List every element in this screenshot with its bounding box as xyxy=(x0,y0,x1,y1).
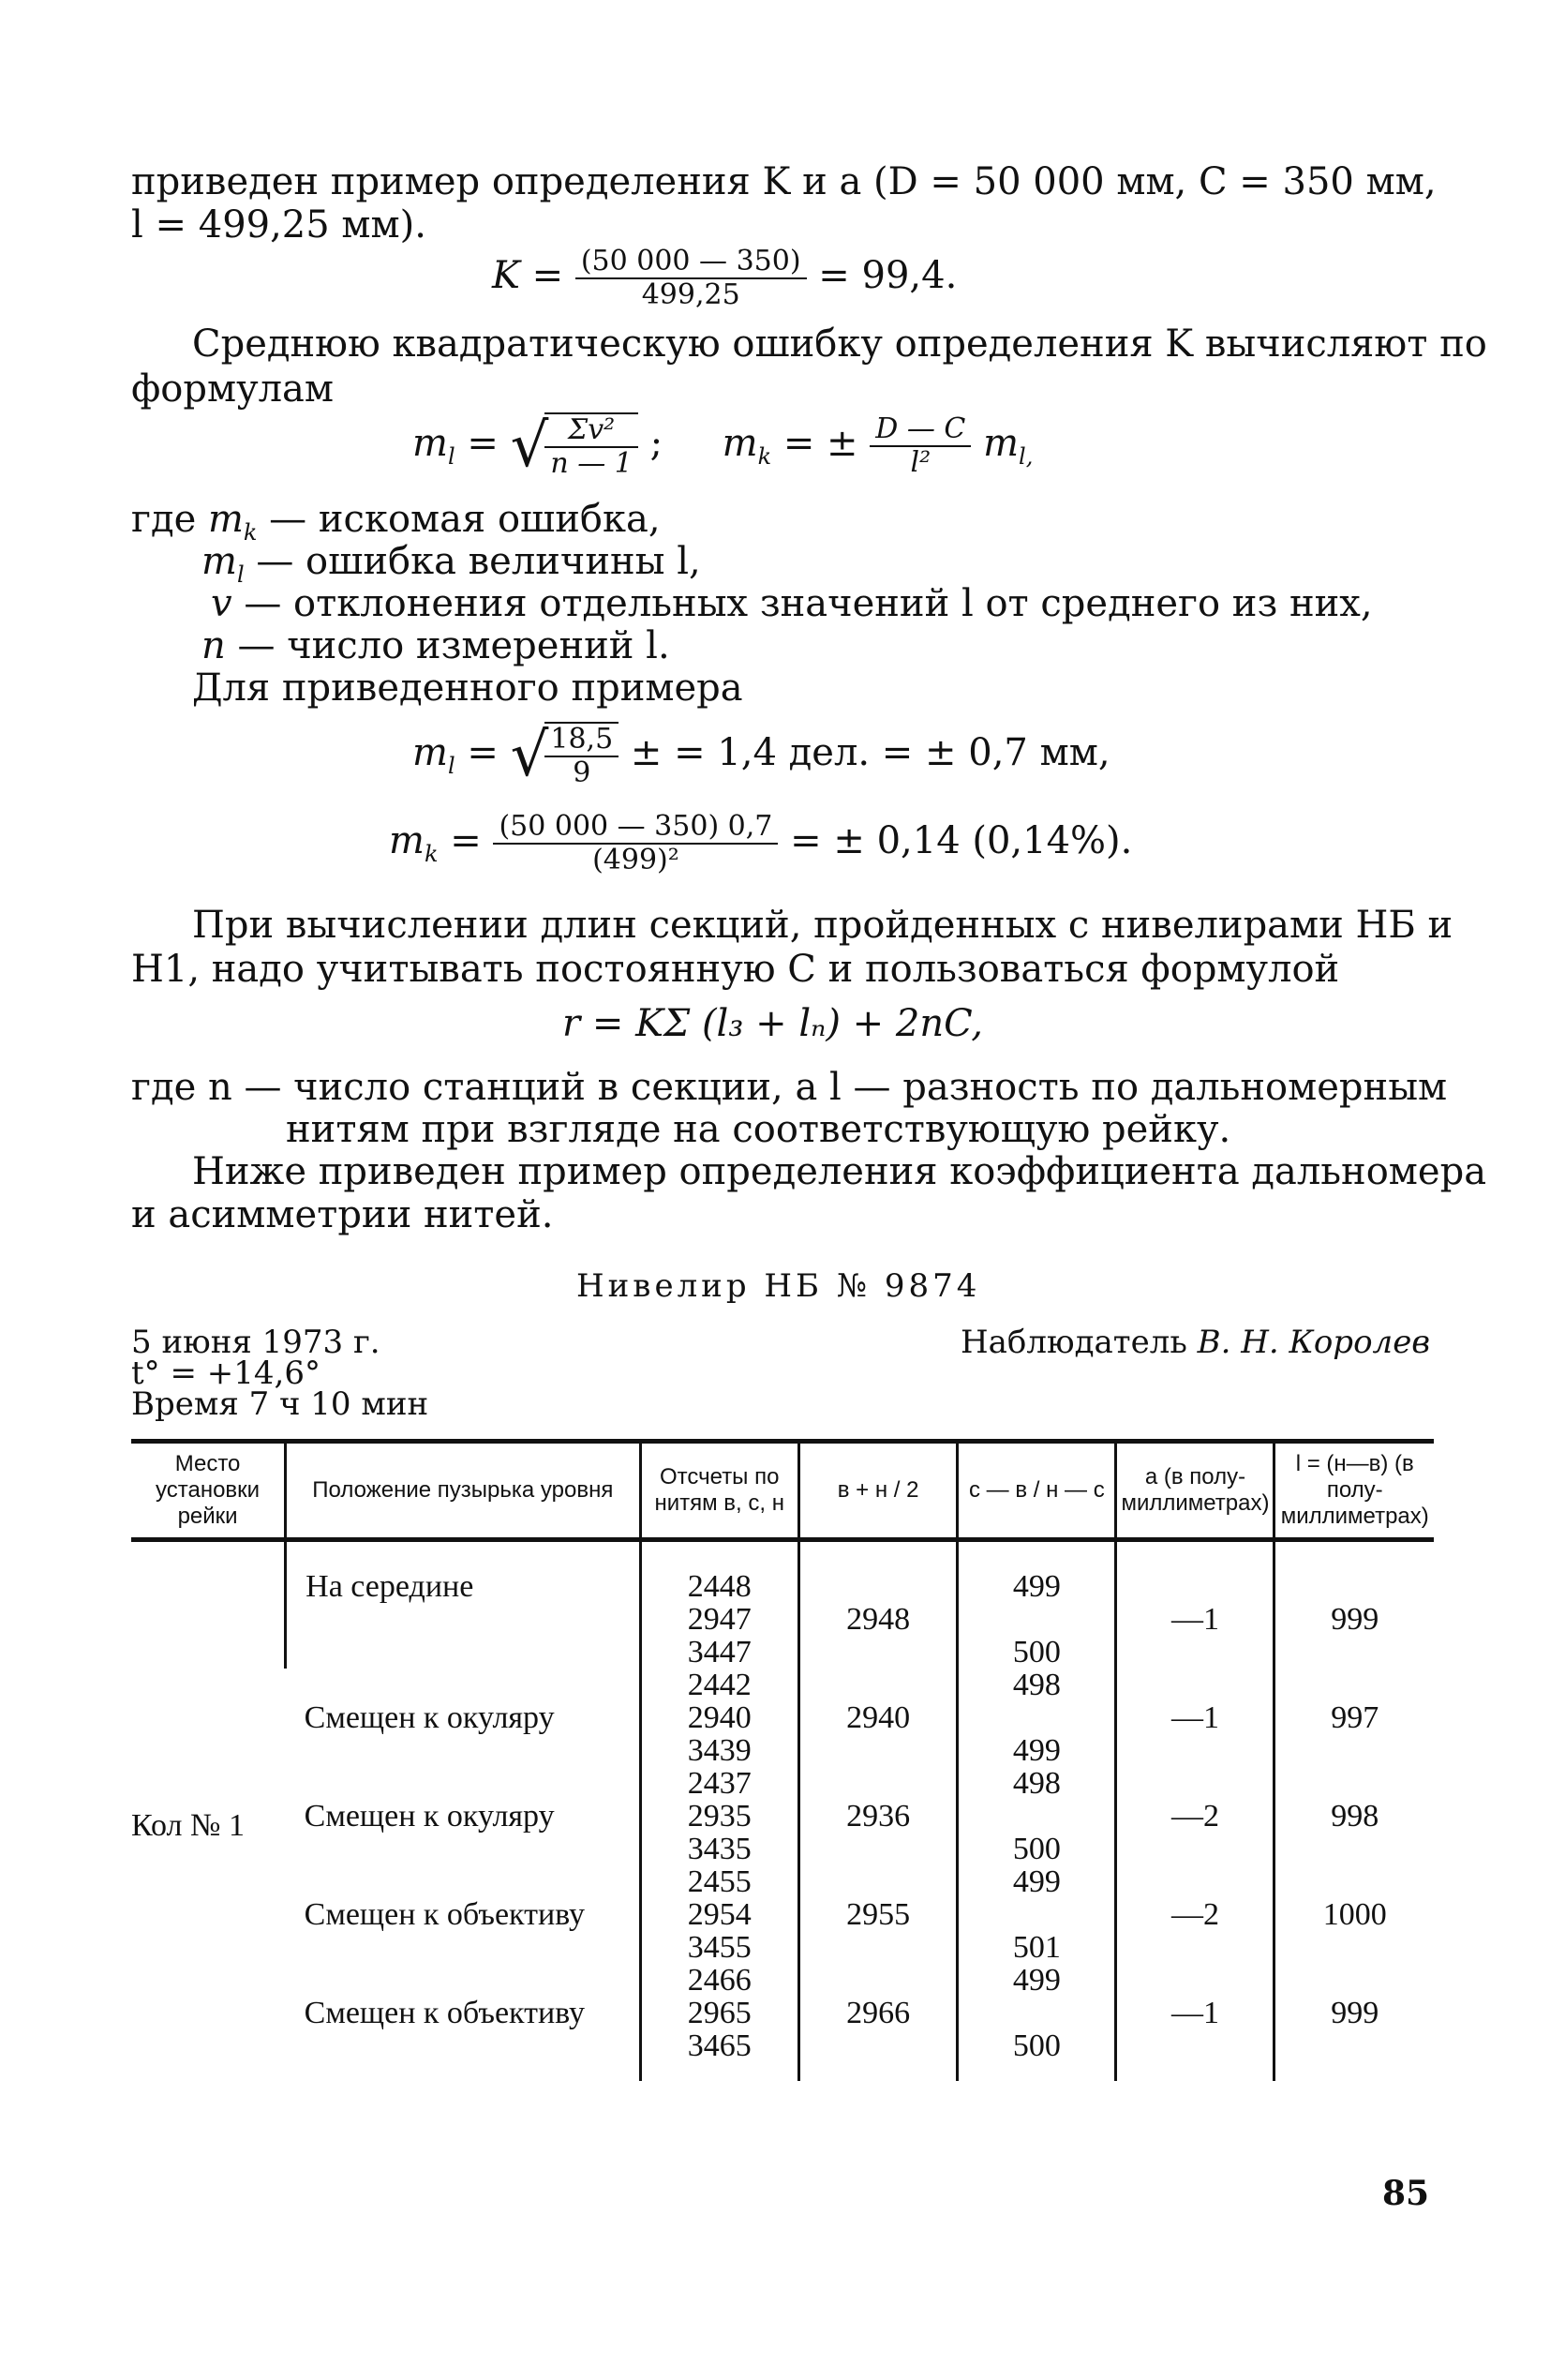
reading: 2448 xyxy=(687,1569,752,1604)
formula-mk-fraction xyxy=(870,413,971,479)
meta-temperature: t° = +14,6° xyxy=(131,1355,320,1392)
a-cell xyxy=(1116,1865,1274,1964)
reading: 2947 xyxy=(687,1602,752,1637)
mean-cell xyxy=(798,1540,957,1669)
reading: 3447 xyxy=(687,1635,752,1669)
l-cell xyxy=(1274,1540,1434,1669)
example-intro: Для приведенного примера xyxy=(192,666,743,710)
formula-mk-numerator: D — C xyxy=(870,413,971,447)
table-row xyxy=(131,1669,1434,1767)
observation-table xyxy=(131,1439,1434,2081)
readings-cell xyxy=(640,1964,798,2081)
l-value: 999 xyxy=(1331,1996,1379,2030)
mean-value: 2936 xyxy=(846,1799,911,1834)
meta-observer-name: В. Н. Королев xyxy=(1197,1324,1431,1361)
diff-value: 499 xyxy=(1012,1963,1061,1998)
formula-r: r = KΣ (l₃ + lₙ) + 2nC, xyxy=(562,1002,983,1045)
diffs-cell xyxy=(958,1865,1116,1964)
readings-cell xyxy=(640,1865,798,1964)
paragraph-2-line-1: При вычислении длин секций, пройденных с нивелирами НБ и xyxy=(192,904,1453,947)
definition-text: — искомая ошибка, xyxy=(257,498,661,541)
l-cell xyxy=(1274,1767,1434,1865)
table-title: Нивелир НБ № 9874 xyxy=(576,1267,981,1305)
formula-ml-fraction xyxy=(544,412,637,480)
table-row xyxy=(131,1540,1434,1669)
formula-ml-ex-fraction xyxy=(544,722,619,789)
formula-ml-lhs: m xyxy=(412,422,448,465)
intro-line-1: приведен пример определения K и a (D = 50 000 мм, C = 350 мм, xyxy=(131,160,1437,203)
paragraph-4-line-1: Ниже приведен пример определения коэффициента дальномера xyxy=(192,1150,1487,1193)
formula-ml-denominator: n — 1 xyxy=(550,447,633,480)
formula-mk-eq: = ± xyxy=(782,422,858,465)
diff-value: 500 xyxy=(1012,1635,1061,1669)
header-station: Место установки рейки xyxy=(156,1451,261,1529)
header-bubble: Положение пузырька уровня xyxy=(286,1442,640,1540)
meta-observer-label: Наблюдатель xyxy=(961,1324,1187,1361)
l-cell xyxy=(1274,1669,1434,1767)
diffs-cell xyxy=(958,1540,1116,1669)
table-row xyxy=(131,1865,1434,1964)
definition-sub: l xyxy=(236,561,245,588)
formula-ml-eq: = xyxy=(467,422,499,465)
l-value: 999 xyxy=(1331,1602,1379,1637)
l-value: 997 xyxy=(1331,1700,1379,1735)
header-mean: в + н / 2 xyxy=(798,1442,957,1540)
a-cell xyxy=(1116,1540,1274,1669)
header-l: l = (н—в) (в полу-миллиметрах) xyxy=(1274,1442,1434,1540)
diff-value: 501 xyxy=(1012,1930,1061,1965)
mean-value: 2940 xyxy=(846,1700,911,1735)
reading: 2954 xyxy=(687,1897,752,1932)
diff-value: 500 xyxy=(1012,1832,1061,1866)
page-number: 85 xyxy=(1382,2174,1430,2213)
a-value: —1 xyxy=(1170,1996,1219,2030)
formula-mk-tail: m xyxy=(983,422,1020,465)
formula-k xyxy=(492,246,957,311)
formula-mk-ex-rhs: = ± 0,14 (0,14%). xyxy=(790,819,1133,862)
paragraph-2-line-2: Н1, надо учитывать постоянную C и пользоваться формулой xyxy=(131,948,1340,991)
mean-cell xyxy=(798,1865,957,1964)
formula-mk-ex-fraction xyxy=(493,811,778,876)
formula-mk-tail-sub: l, xyxy=(1019,443,1034,470)
table-row xyxy=(131,1964,1434,2081)
l-value: 1000 xyxy=(1322,1897,1387,1932)
a-cell xyxy=(1116,1669,1274,1767)
formula-mk-ex-numerator: (50 000 — 350) 0,7 xyxy=(493,811,778,845)
reading: 2940 xyxy=(687,1700,752,1735)
mean-value: 2955 xyxy=(846,1897,911,1932)
readings-cell xyxy=(640,1669,798,1767)
formula-ml-sub: l xyxy=(447,443,455,470)
formula-k-numerator: (50 000 — 350) xyxy=(575,246,807,279)
a-cell xyxy=(1116,1964,1274,2081)
formula-k-rhs: = 99,4. xyxy=(818,254,958,297)
formula-mk-ex-sub: k xyxy=(424,841,439,867)
sqrt-symbol: √ xyxy=(510,721,549,790)
reading: 3465 xyxy=(687,2028,752,2063)
mean-cell xyxy=(798,1669,957,1767)
paragraph-1-line-1: Среднюю квадратическую ошибку определения K вычисляют по xyxy=(192,322,1487,366)
diff-value: 499 xyxy=(1012,1864,1061,1899)
reading: 3439 xyxy=(687,1733,752,1768)
header-readings: Отсчеты по нитям в, с, н xyxy=(640,1442,798,1540)
formula-ml-ex-sub: l xyxy=(447,753,455,779)
reading: 2455 xyxy=(687,1864,752,1899)
formula-mk-denominator: l² xyxy=(910,446,931,479)
mean-value: 2948 xyxy=(846,1602,911,1637)
readings-cell xyxy=(640,1767,798,1865)
a-cell xyxy=(1116,1767,1274,1865)
diff-value: 500 xyxy=(1012,2028,1061,2063)
position-cell: Смещен к окуляру xyxy=(304,1799,555,1834)
definition-symbol: m xyxy=(207,498,244,541)
diff-value: 498 xyxy=(1012,1766,1061,1801)
diff-value: 498 xyxy=(1012,1668,1061,1702)
readings-cell xyxy=(640,1540,798,1669)
position-cell: Смещен к окуляру xyxy=(304,1700,555,1735)
reading: 2965 xyxy=(687,1996,752,2030)
diffs-cell xyxy=(958,1964,1116,2081)
reading: 2437 xyxy=(687,1766,752,1801)
formula-mk-example xyxy=(389,811,1132,876)
formula-ml-ex-denominator: 9 xyxy=(573,756,591,789)
definition-v xyxy=(211,583,1373,624)
formula-mk-sub: k xyxy=(757,443,772,470)
formula-mk-ex-denominator: (499)² xyxy=(592,844,679,876)
definition-text: — отклонения отдельных значений l от среднего из них, xyxy=(231,582,1373,625)
reading: 2466 xyxy=(687,1963,752,1998)
a-value: —2 xyxy=(1170,1799,1219,1834)
reading: 2935 xyxy=(687,1799,752,1834)
table-row xyxy=(131,1767,1434,1865)
a-value: —2 xyxy=(1170,1897,1219,1932)
mean-cell xyxy=(798,1964,957,2081)
position-cell: Смещен к объективу xyxy=(304,1897,586,1932)
reading: 2442 xyxy=(687,1668,752,1702)
paragraph-3-line-1: где n — число станций в секции, а l — разность по дальномерным xyxy=(131,1066,1448,1109)
l-cell xyxy=(1274,1865,1434,1964)
position-cell: На середине xyxy=(286,1540,640,1669)
formula-ml-numerator: Σv² xyxy=(544,414,637,448)
mean-cell xyxy=(798,1767,957,1865)
paragraph-4-line-2: и асимметрии нитей. xyxy=(131,1193,554,1236)
definition-n xyxy=(201,625,670,666)
header-diffs: с — в / н — с xyxy=(958,1442,1116,1540)
reading: 3455 xyxy=(687,1930,752,1965)
formula-mk-ex-lhs: m xyxy=(389,819,425,862)
l-value: 998 xyxy=(1331,1799,1379,1834)
formula-mk-lhs: m xyxy=(722,422,758,465)
formula-error xyxy=(412,412,1033,480)
definition-symbol: v xyxy=(211,582,232,625)
definition-text: — ошибка величины l, xyxy=(244,540,701,583)
meta-date: 5 июня 1973 г. xyxy=(131,1324,380,1361)
a-value: —1 xyxy=(1170,1602,1219,1637)
sqrt-symbol: √ xyxy=(510,412,549,481)
header-asymmetry: а (в полу-миллиметрах) xyxy=(1116,1442,1274,1540)
diffs-cell xyxy=(958,1669,1116,1767)
formula-k-lhs: K = xyxy=(492,254,564,297)
formula-ml-example xyxy=(412,722,1110,789)
definition-text: — число измерений l. xyxy=(225,624,670,667)
formula-mk-ex-eq: = xyxy=(450,819,482,862)
station-cell: Кол № 1 xyxy=(131,1808,245,1843)
position-cell: Смещен к объективу xyxy=(304,1996,586,2030)
diffs-cell xyxy=(958,1767,1116,1865)
mean-value: 2966 xyxy=(846,1996,911,2030)
intro-line-2: l = 499,25 мм). xyxy=(131,203,426,247)
formula-ml-ex-eq: = xyxy=(467,731,499,774)
formula-ml-ex-rhs: ± = 1,4 дел. = ± 0,7 мм, xyxy=(630,731,1110,774)
diff-value: 499 xyxy=(1012,1733,1061,1768)
diff-value: 499 xyxy=(1012,1569,1061,1604)
meta-time: Время 7 ч 10 мин xyxy=(131,1385,429,1423)
formula-k-fraction xyxy=(575,246,807,311)
definition-sub: k xyxy=(243,519,258,546)
definition-prefix: где xyxy=(131,498,208,541)
paragraph-3-line-2: нитям при взгляде на соответствующую рейку. xyxy=(286,1108,1231,1151)
meta-observer xyxy=(961,1322,1430,1363)
table-header-row xyxy=(131,1442,1434,1540)
reading: 3435 xyxy=(687,1832,752,1866)
formula-ml-ex-lhs: m xyxy=(412,731,448,774)
formula-k-denominator: 499,25 xyxy=(641,278,740,311)
a-value: —1 xyxy=(1170,1700,1219,1735)
definition-symbol: m xyxy=(201,540,237,583)
definition-symbol: n xyxy=(201,624,226,667)
paragraph-1-line-2: формулам xyxy=(131,367,335,411)
formula-ml-ex-numerator: 18,5 xyxy=(544,724,619,757)
l-cell xyxy=(1274,1964,1434,2081)
formula-sep: ; xyxy=(649,422,663,465)
